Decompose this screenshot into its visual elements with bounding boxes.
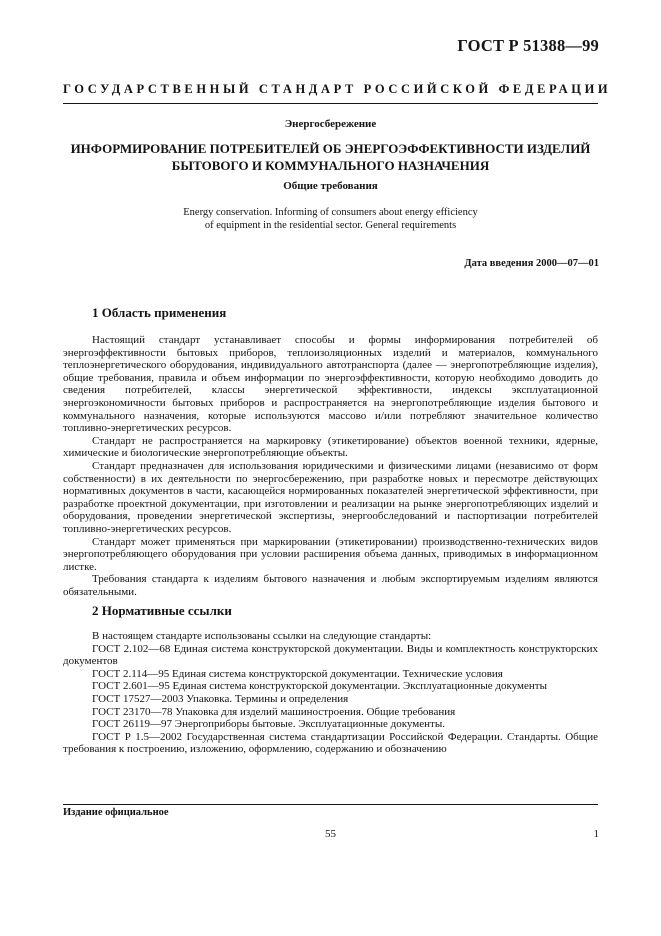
references-intro: В настоящем стандарте использованы ссылки на следующие стандарты: [92,630,432,642]
page-number: 55 [325,828,336,840]
title-line-1: ИНФОРМИРОВАНИЕ ПОТРЕБИТЕЛЕЙ ОБ ЭНЕРГОЭФФЕКТИВНОСТИ ИЗДЕЛИЙ [70,141,591,156]
reference-item: ГОСТ 2.601—95 Единая система конструкторской документации. Эксплуатационные документы [92,680,547,693]
english-title [63,206,598,232]
paragraph: Стандарт предназначен для использования юридическими и физическими лицами (независимо от форм собственности) в их деятельности по энергосбережению, при разработке новых и пересмотре действующих нормативных документов в части, касающейся нормированных показателей энергетической эффективности, при разработке проектной документации, при изготовлении и реализации на рынке энергопотребляющих изделий и оборудования, проведении энергетической экспертизы, энергообследований и паспортизации потребителей топливно-энергетических ресурсов. [63,459,598,535]
section-1-body [63,334,598,598]
section-2-title: 2 Нормативные ссылки [92,603,232,618]
header-divider [63,103,598,104]
title-line-2: БЫТОВОГО И КОММУНАЛЬНОГО НАЗНАЧЕНИЯ [171,158,490,173]
introduction-date: Дата введения 2000—07—01 [464,258,599,269]
paragraph: Стандарт может применяться при маркировании (этикетировании) производственно-технических видов энергопотребляющего оборудования при условии расширения объема данных, приводимых в информационном листке. [63,535,598,573]
official-edition-label: Издание официальное [63,807,169,818]
standard-subtitle: Общие требования [283,180,378,192]
reference-item: ГОСТ 26119—97 Энергоприборы бытовые. Эксплуатационные документы. [92,718,445,731]
reference-item: ГОСТ 17527—2003 Упаковка. Термины и определения [92,692,349,705]
standard-title [63,140,598,174]
footer-divider [63,804,598,805]
reference-item: ГОСТ 23170—78 Упаковка для изделий машиностроения. Общие требования [92,705,456,718]
reference-item: ГОСТ 2.102—68 Единая система конструкторской документации. Виды и комплектность конструкторских документов [63,642,598,668]
paragraph: Требования стандарта к изделиям бытового назначения и любым экспортируемым изделиям являются обязательными. [63,573,598,598]
sheet-number: 1 [593,828,599,840]
section-1-title: 1 Область применения [92,305,227,320]
paragraph: Настоящий стандарт устанавливает способы и формы информирования потребителей об энергоэффективности бытовых приборов, теплоизоляционных изделий и материалов, коммунального теплоэнергетического оборудования, индивидуального автотранспорта (далее — энергопотребляющие изделия), общие требования, правила и объем информации по энергоэффективности, которую необходимо доводить до сведения потребителей, классы энергетической эффективности, индексы эксплуатационной энергоэкономичности бытовых приборов и распространяется на энергопотребляющие изделия бытового и коммунального назначения, которые используются массово и/или потребляют значительное количество топливно-энергетических ресурсов. [63,334,598,435]
section-2-body [63,630,598,756]
reference-item: ГОСТ 2.114—95 Единая система конструкторской документации. Технические условия [92,667,503,680]
english-line-2: of equipment in the residential sector. General requirements [204,220,457,231]
english-line-1: Energy conservation. Informing of consumers about energy efficiency [183,207,478,218]
paragraph: Стандарт не распространяется на маркировку (этикетирование) объектов военной техники, ядерные, химические и биологические энергопотребляющие объекты. [63,434,598,460]
state-standard-header: ГОСУДАРСТВЕННЫЙ СТАНДАРТ РОССИЙСКОЙ ФЕДЕРАЦИИ [63,82,612,96]
document-number: ГОСТ Р 51388—99 [457,36,599,55]
standard-category: Энергосбережение [284,118,377,130]
reference-item: ГОСТ Р 1.5—2002 Государственная система стандартизации Российской Федерации. Стандарты. Общие требования к построению, изложению, оформлению, содержанию и обозначению [63,730,598,756]
